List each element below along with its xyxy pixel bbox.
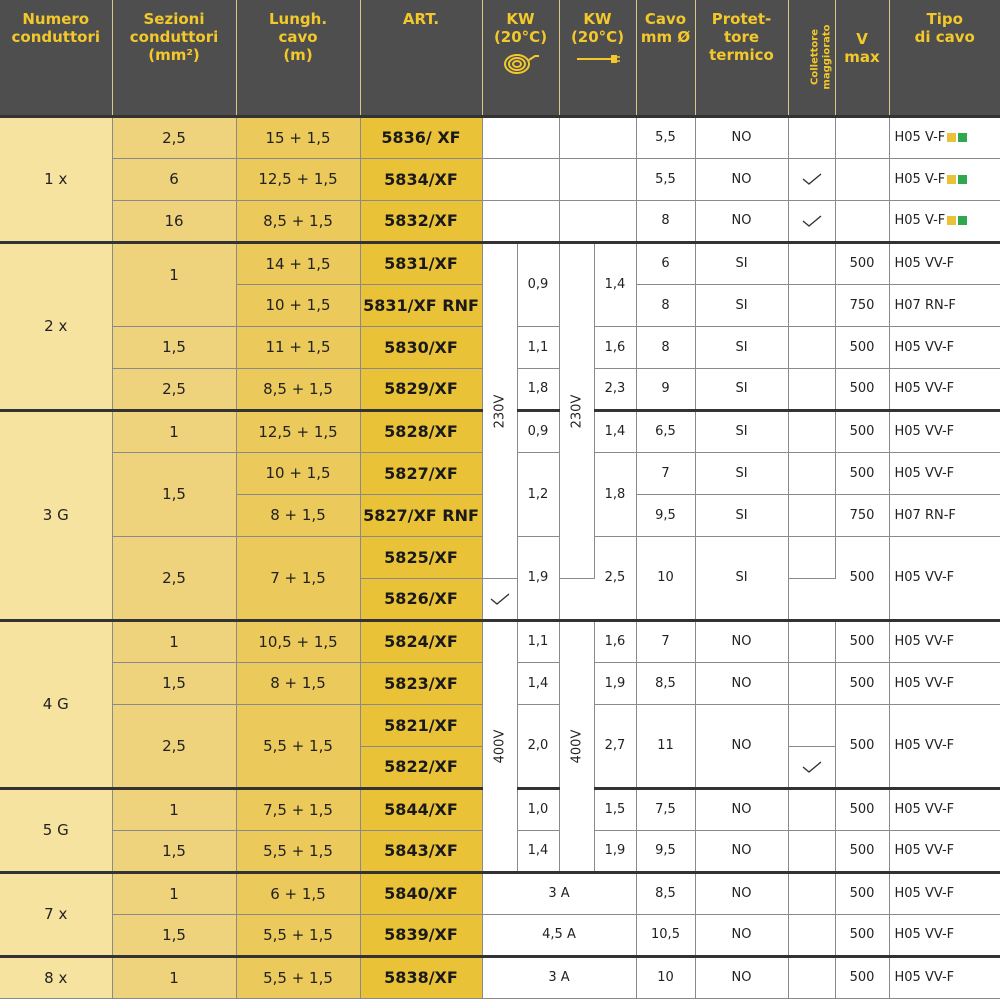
cell-art: 5836/ XF bbox=[360, 116, 482, 158]
cell-kw-uncoiled bbox=[559, 158, 636, 200]
cell-lunghezza: 5,5 + 1,5 bbox=[236, 830, 360, 872]
cell-protettore: NO bbox=[695, 620, 788, 662]
cell-art: 5834/XF bbox=[360, 158, 482, 200]
cell-tipo: H05 VV-F bbox=[889, 914, 1000, 956]
group-label: 2 x bbox=[0, 242, 112, 410]
cell-kw-coiled: 1,8 bbox=[517, 368, 559, 410]
cell-collettore bbox=[788, 284, 835, 326]
green-square-icon bbox=[958, 175, 967, 184]
cell-cavo: 10,5 bbox=[636, 914, 695, 956]
cell-collettore bbox=[788, 200, 835, 242]
cell-sezione: 16 bbox=[112, 200, 236, 242]
cell-lunghezza: 10,5 + 1,5 bbox=[236, 620, 360, 662]
cell-collettore bbox=[788, 494, 835, 536]
cell-art: 5838/XF bbox=[360, 956, 482, 998]
cell-cavo: 5,5 bbox=[636, 158, 695, 200]
cell-collettore bbox=[788, 662, 835, 704]
cell-art: 5832/XF bbox=[360, 200, 482, 242]
cell-collettore bbox=[788, 116, 835, 158]
group-label: 4 G bbox=[0, 620, 112, 788]
cell-tipo: H05 VV-F bbox=[889, 620, 1000, 662]
cell-kw-coiled bbox=[482, 200, 559, 242]
cell-collettore bbox=[788, 956, 835, 998]
cell-lunghezza: 10 + 1,5 bbox=[236, 284, 360, 326]
cell-collettore bbox=[788, 830, 835, 872]
cell-protettore: SI bbox=[695, 284, 788, 326]
cell-protettore: SI bbox=[695, 410, 788, 452]
cell-sezione: 1,5 bbox=[112, 662, 236, 704]
cell-protettore: NO bbox=[695, 662, 788, 704]
cell-lunghezza: 15 + 1,5 bbox=[236, 116, 360, 158]
cell-protettore: SI bbox=[695, 368, 788, 410]
cell-vmax: 500 bbox=[835, 452, 889, 494]
cell-kw-uncoiled bbox=[559, 116, 636, 158]
table-row bbox=[0, 242, 1000, 284]
cell-sezione: 2,5 bbox=[112, 704, 236, 788]
cell-protettore: SI bbox=[695, 452, 788, 494]
cell-art: 5840/XF bbox=[360, 872, 482, 914]
cell-kw-coiled: 1,0 bbox=[517, 788, 559, 830]
cell-kw-coiled bbox=[482, 116, 559, 158]
cell-art: 5824/XF bbox=[360, 620, 482, 662]
cell-lunghezza: 12,5 + 1,5 bbox=[236, 410, 360, 452]
cell-kw-coiled: 1,4 bbox=[517, 830, 559, 872]
cell-cavo: 8,5 bbox=[636, 662, 695, 704]
cell-protettore: SI bbox=[695, 242, 788, 284]
cell-kw-uncoiled bbox=[559, 200, 636, 242]
cell-vmax bbox=[835, 116, 889, 158]
cell-cavo: 9,5 bbox=[636, 494, 695, 536]
table-row bbox=[0, 200, 1000, 242]
cell-art: 5826/XF bbox=[360, 578, 482, 620]
cell-protettore: NO bbox=[695, 704, 788, 788]
header-kw-uncoiled: KW (20°C) bbox=[559, 0, 636, 116]
header-sezioni: Sezioni conduttori (mm²) bbox=[112, 0, 236, 116]
cell-collettore bbox=[788, 242, 835, 284]
cell-tipo: H05 VV-F bbox=[889, 368, 1000, 410]
group-label: 5 G bbox=[0, 788, 112, 872]
cell-lunghezza: 5,5 + 1,5 bbox=[236, 704, 360, 788]
cell-art: 5843/XF bbox=[360, 830, 482, 872]
header-art: ART. bbox=[360, 0, 482, 116]
cell-tipo: H07 RN-F bbox=[889, 284, 1000, 326]
cell-art: 5830/XF bbox=[360, 326, 482, 368]
cell-collettore bbox=[788, 914, 835, 956]
yellow-square-icon bbox=[947, 133, 956, 142]
cell-vmax: 750 bbox=[835, 284, 889, 326]
straight-cable-icon bbox=[575, 52, 621, 66]
yellow-square-icon bbox=[947, 175, 956, 184]
cell-tipo: H05 VV-F bbox=[889, 326, 1000, 368]
cell-kw-uncoiled: 1,5 bbox=[594, 788, 636, 830]
table-row bbox=[0, 914, 1000, 956]
cell-sezione: 1,5 bbox=[112, 326, 236, 368]
cell-art: 5827/XF bbox=[360, 452, 482, 494]
header-numero: Numero conduttori bbox=[0, 0, 112, 116]
cell-vmax: 500 bbox=[835, 914, 889, 956]
cell-sezione: 1,5 bbox=[112, 452, 236, 536]
table-row bbox=[0, 116, 1000, 158]
cell-ampere: 3 A bbox=[482, 872, 636, 914]
cell-collettore bbox=[788, 620, 835, 662]
cell-tipo: H05 VV-F bbox=[889, 956, 1000, 998]
cell-lunghezza: 12,5 + 1,5 bbox=[236, 158, 360, 200]
cell-vmax: 500 bbox=[835, 788, 889, 830]
cell-collettore bbox=[788, 158, 835, 200]
cell-collettore bbox=[788, 410, 835, 452]
yellow-square-icon bbox=[947, 216, 956, 225]
cell-tipo: H05 VV-F bbox=[889, 536, 1000, 620]
cell-cavo: 7 bbox=[636, 452, 695, 494]
cell-lunghezza: 7 + 1,5 bbox=[236, 536, 360, 620]
cell-vmax: 500 bbox=[835, 536, 889, 620]
cell-sezione: 1 bbox=[112, 956, 236, 998]
group-label: 7 x bbox=[0, 872, 112, 956]
cell-tipo: H07 RN-F bbox=[889, 494, 1000, 536]
cell-vmax: 500 bbox=[835, 704, 889, 788]
cell-kw-coiled: 1,9 bbox=[517, 536, 559, 620]
cell-lunghezza: 6 + 1,5 bbox=[236, 872, 360, 914]
cell-cavo: 9 bbox=[636, 368, 695, 410]
cell-sezione: 1 bbox=[112, 788, 236, 830]
cell-sezione: 1,5 bbox=[112, 830, 236, 872]
table-row bbox=[0, 956, 1000, 998]
cell-collettore bbox=[788, 704, 835, 746]
cell-collettore bbox=[788, 872, 835, 914]
cell-protettore: SI bbox=[695, 494, 788, 536]
cell-kw-uncoiled: 2,3 bbox=[594, 368, 636, 410]
cell-kw-uncoiled: 2,5 bbox=[594, 536, 636, 620]
cell-lunghezza: 8,5 + 1,5 bbox=[236, 368, 360, 410]
cell-sezione: 1 bbox=[112, 410, 236, 452]
cell-vmax: 500 bbox=[835, 662, 889, 704]
cell-vmax: 500 bbox=[835, 410, 889, 452]
header-vmax: V max bbox=[835, 0, 889, 116]
cell-collettore bbox=[788, 368, 835, 410]
group-label: 8 x bbox=[0, 956, 112, 998]
cell-sezione: 1 bbox=[112, 620, 236, 662]
cell-kw-coiled: 0,9 bbox=[517, 242, 559, 326]
cell-kw-uncoiled: 1,6 bbox=[594, 620, 636, 662]
cell-kw-coiled: 1,1 bbox=[517, 620, 559, 662]
cell-collettore bbox=[482, 578, 517, 620]
cell-tipo: H05 VV-F bbox=[889, 830, 1000, 872]
cell-sezione: 1 bbox=[112, 242, 236, 326]
header-tipo: Tipo di cavo bbox=[889, 0, 1000, 116]
cell-tipo: H05 VV-F bbox=[889, 872, 1000, 914]
cell-cavo: 8 bbox=[636, 284, 695, 326]
coiled-cable-icon bbox=[501, 50, 541, 76]
cell-vmax bbox=[835, 158, 889, 200]
group-label: 3 G bbox=[0, 410, 112, 620]
cell-sezione: 2,5 bbox=[112, 536, 236, 620]
cell-cavo: 9,5 bbox=[636, 830, 695, 872]
cell-vmax bbox=[835, 200, 889, 242]
cell-vmax: 500 bbox=[835, 326, 889, 368]
cell-cavo: 5,5 bbox=[636, 116, 695, 158]
table-row bbox=[0, 620, 1000, 662]
cell-art: 5827/XF RNF bbox=[360, 494, 482, 536]
cell-protettore: SI bbox=[695, 536, 788, 620]
cell-sezione: 1,5 bbox=[112, 914, 236, 956]
cell-ampere: 3 A bbox=[482, 956, 636, 998]
cell-tipo: H05 VV-F bbox=[889, 788, 1000, 830]
cell-art: 5828/XF bbox=[360, 410, 482, 452]
cell-tipo: H05 VV-F bbox=[889, 452, 1000, 494]
cell-cavo: 10 bbox=[636, 536, 695, 620]
cell-tipo: H05 V-F bbox=[889, 200, 1000, 242]
cell-lunghezza: 8,5 + 1,5 bbox=[236, 200, 360, 242]
cell-vmax: 500 bbox=[835, 956, 889, 998]
cell-vmax: 750 bbox=[835, 494, 889, 536]
cell-cavo: 7,5 bbox=[636, 788, 695, 830]
cell-art: 5844/XF bbox=[360, 788, 482, 830]
cell-cavo: 8 bbox=[636, 200, 695, 242]
cell-vmax: 500 bbox=[835, 872, 889, 914]
cell-lunghezza: 10 + 1,5 bbox=[236, 452, 360, 494]
group-label: 1 x bbox=[0, 116, 112, 242]
cell-sezione: 1 bbox=[112, 872, 236, 914]
cell-cavo: 11 bbox=[636, 704, 695, 788]
cell-kw-coiled bbox=[482, 158, 559, 200]
cell-protettore: NO bbox=[695, 830, 788, 872]
header-lunghezza: Lungh. cavo (m) bbox=[236, 0, 360, 116]
cell-tipo: H05 VV-F bbox=[889, 242, 1000, 284]
cell-collettore bbox=[788, 788, 835, 830]
check-icon bbox=[800, 214, 824, 228]
cell-protettore: NO bbox=[695, 872, 788, 914]
cell-collettore bbox=[788, 452, 835, 494]
cell-tipo: H05 VV-F bbox=[889, 410, 1000, 452]
cell-lunghezza: 5,5 + 1,5 bbox=[236, 956, 360, 998]
cell-collettore bbox=[788, 326, 835, 368]
cell-art: 5831/XF bbox=[360, 242, 482, 284]
cell-kw-uncoiled: 1,6 bbox=[594, 326, 636, 368]
cell-tipo: H05 V-F bbox=[889, 116, 1000, 158]
cell-kw-uncoiled: 1,9 bbox=[594, 830, 636, 872]
cell-cavo: 7 bbox=[636, 620, 695, 662]
cell-protettore: NO bbox=[695, 158, 788, 200]
cell-lunghezza: 8 + 1,5 bbox=[236, 662, 360, 704]
header-cavo: Cavo mm Ø bbox=[636, 0, 695, 116]
cell-lunghezza: 5,5 + 1,5 bbox=[236, 914, 360, 956]
cell-art: 5831/XF RNF bbox=[360, 284, 482, 326]
cell-art: 5822/XF bbox=[360, 746, 482, 788]
cell-cavo: 10 bbox=[636, 956, 695, 998]
cell-kw-uncoiled: 1,8 bbox=[594, 452, 636, 536]
cell-protettore: NO bbox=[695, 116, 788, 158]
check-icon bbox=[488, 592, 512, 606]
cell-ampere: 4,5 A bbox=[482, 914, 636, 956]
cell-collettore bbox=[788, 536, 835, 578]
header-row bbox=[0, 0, 1000, 116]
cell-kw-uncoiled: 1,9 bbox=[594, 662, 636, 704]
cell-lunghezza: 14 + 1,5 bbox=[236, 242, 360, 284]
cell-tipo: H05 VV-F bbox=[889, 704, 1000, 788]
cell-kw-coiled: 2,0 bbox=[517, 704, 559, 788]
cell-kw-coiled: 1,4 bbox=[517, 662, 559, 704]
green-square-icon bbox=[958, 133, 967, 142]
cell-cavo: 6,5 bbox=[636, 410, 695, 452]
cell-sezione: 6 bbox=[112, 158, 236, 200]
check-icon bbox=[800, 760, 824, 774]
cell-lunghezza: 7,5 + 1,5 bbox=[236, 788, 360, 830]
cell-sezione: 2,5 bbox=[112, 368, 236, 410]
cell-protettore: NO bbox=[695, 200, 788, 242]
cell-cavo: 8,5 bbox=[636, 872, 695, 914]
cell-art: 5823/XF bbox=[360, 662, 482, 704]
voltage-label: 400V bbox=[559, 620, 594, 872]
cell-kw-coiled: 1,1 bbox=[517, 326, 559, 368]
cell-kw-uncoiled: 2,7 bbox=[594, 704, 636, 788]
voltage-label: 230V bbox=[559, 242, 594, 578]
table-row bbox=[0, 158, 1000, 200]
cell-protettore: SI bbox=[695, 326, 788, 368]
green-square-icon bbox=[958, 216, 967, 225]
cell-art: 5825/XF bbox=[360, 536, 482, 578]
voltage-label: 400V bbox=[482, 620, 517, 872]
cell-vmax: 500 bbox=[835, 830, 889, 872]
cell-vmax: 500 bbox=[835, 242, 889, 284]
header-kw-coiled: KW (20°C) bbox=[482, 0, 559, 116]
cell-art: 5839/XF bbox=[360, 914, 482, 956]
cell-kw-coiled: 0,9 bbox=[517, 410, 559, 452]
cell-lunghezza: 8 + 1,5 bbox=[236, 494, 360, 536]
cell-kw-uncoiled: 1,4 bbox=[594, 410, 636, 452]
cell-kw-uncoiled: 1,4 bbox=[594, 242, 636, 326]
cell-protettore: NO bbox=[695, 914, 788, 956]
cell-kw-coiled: 1,2 bbox=[517, 452, 559, 536]
cell-cavo: 8 bbox=[636, 326, 695, 368]
cell-tipo: H05 VV-F bbox=[889, 662, 1000, 704]
cell-protettore: NO bbox=[695, 956, 788, 998]
header-protettore: Protet- tore termico bbox=[695, 0, 788, 116]
check-icon bbox=[800, 172, 824, 186]
cell-vmax: 500 bbox=[835, 620, 889, 662]
voltage-label: 230V bbox=[482, 242, 517, 578]
cell-cavo: 6 bbox=[636, 242, 695, 284]
cell-protettore: NO bbox=[695, 788, 788, 830]
cell-collettore bbox=[788, 746, 835, 788]
cell-art: 5821/XF bbox=[360, 704, 482, 746]
cell-art: 5829/XF bbox=[360, 368, 482, 410]
cell-sezione: 2,5 bbox=[112, 116, 236, 158]
cell-tipo: H05 V-F bbox=[889, 158, 1000, 200]
cell-lunghezza: 11 + 1,5 bbox=[236, 326, 360, 368]
header-collettore: Collettore maggiorato bbox=[788, 0, 835, 116]
table-row bbox=[0, 872, 1000, 914]
cell-vmax: 500 bbox=[835, 368, 889, 410]
